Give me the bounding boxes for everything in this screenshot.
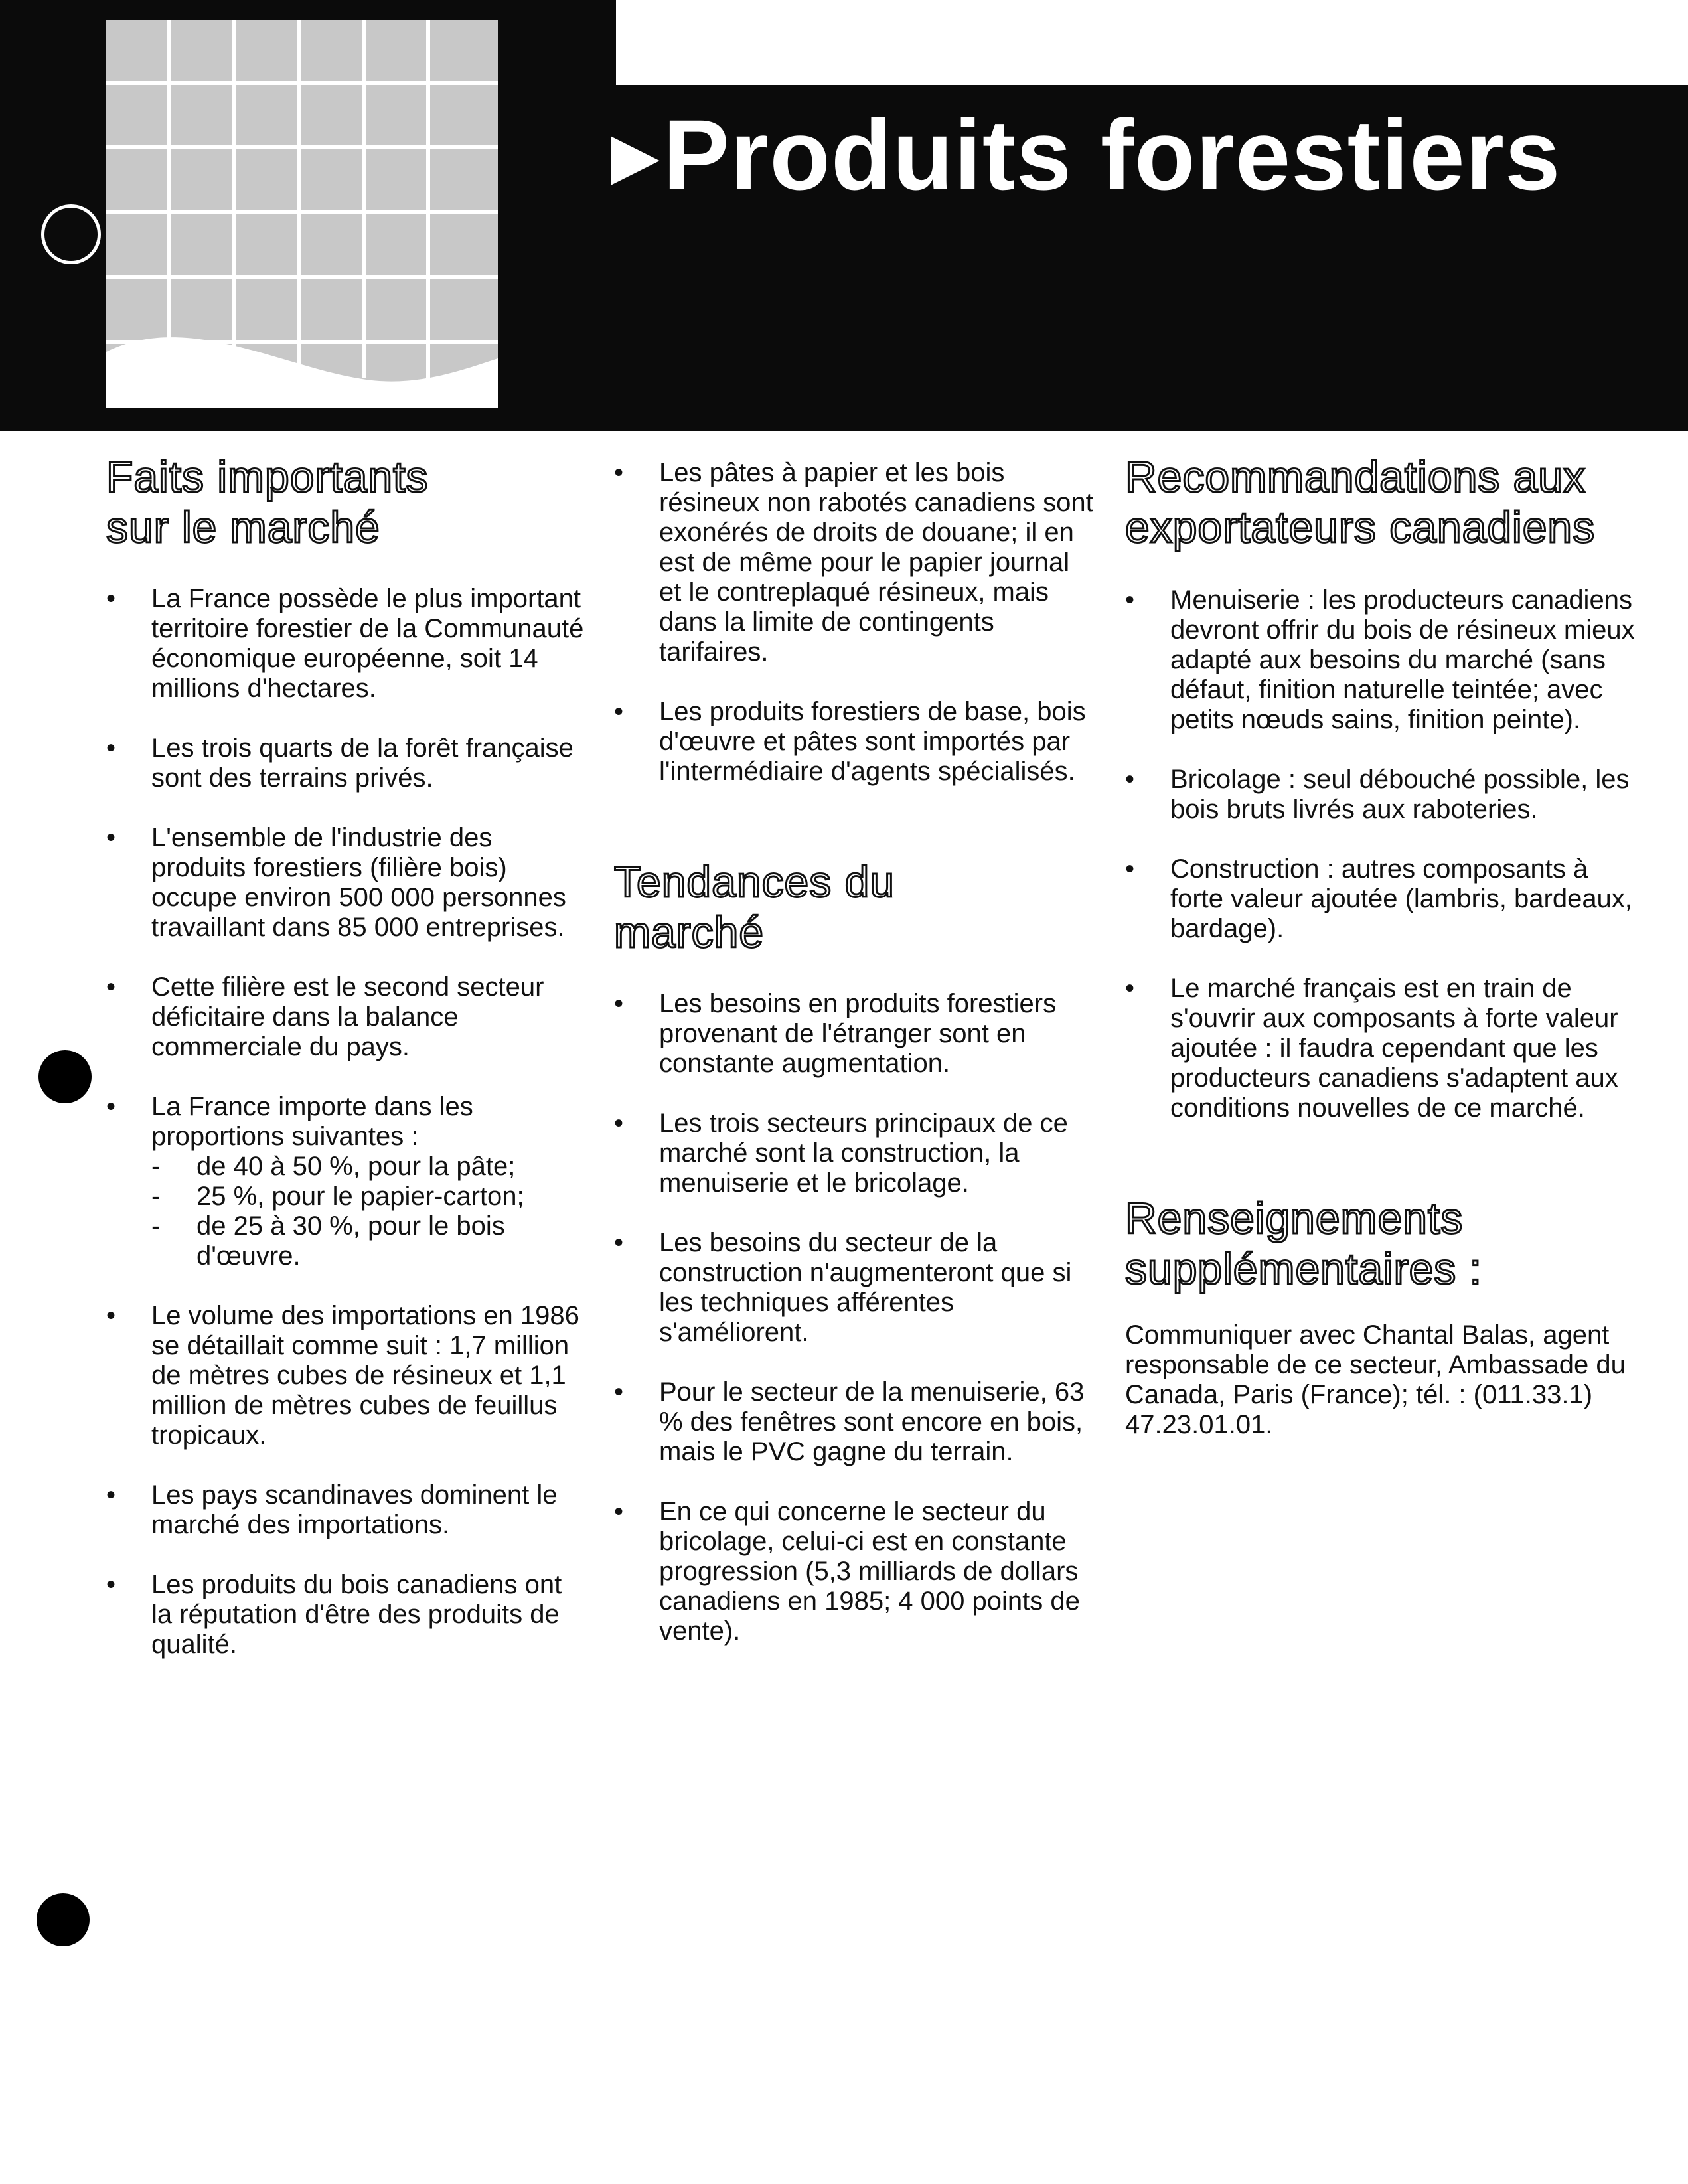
list-item: • Cette filière est le second secteur déficitaire dans la balance commerciale du pays. [106,973,584,1062]
section-heading-trends: Tendances du marché [614,857,895,957]
list-item: • Les produits du bois canadiens ont la réputation d'être des produits de qualité. [106,1570,584,1660]
market-facts-list [106,584,584,1660]
triangle-arrow-icon: ▶ [611,120,660,191]
column-recommendations [1125,451,1636,1440]
sub-list-item: - de 40 à 50 %, pour la pâte; [151,1152,584,1182]
punch-hole-icon [41,204,101,264]
list-item: • Le volume des importations en 1986 se détaillait comme suit : 1,7 million de mètres cubes de résineux et 1,1 million de mètres cubes de feuillus tropicaux. [106,1301,584,1450]
section-heading-recommendations: Recommandations aux exportateurs canadiens [1125,452,1596,552]
sub-list-item: - 25 %, pour le papier-carton; [151,1182,584,1211]
list-item: • Les besoins du secteur de la construction n'augmenteront que si les techniques afférentes s'améliorent. [614,1228,1099,1348]
punch-hole-icon [37,1893,90,1946]
list-item: • Bricolage : seul débouché possible, les bois bruts livrés aux raboteries. [1125,765,1636,824]
contact-info: Communiquer avec Chantal Balas, agent responsable de ce secteur, Ambassade du Canada, Paris (France); tél. : (011.33.1) 47.23.01.01. [1125,1320,1626,1439]
list-item: • Les pâtes à papier et les bois résineux non rabotés canadiens sont exonérés de droits de douane; il en est de même pour le papier journal et le contreplaqué résineux, mais dans la limite de contingents tarifaires. [614,458,1099,667]
list-item: • En ce qui concerne le secteur du bricolage, celui-ci est en constante progression (5,3 milliards de dollars canadiens en 1985; 4 000 points de vente). [614,1497,1099,1646]
list-item: • La France importe dans les proportions suivantes : - de 40 à 50 %, pour la pâte; - 25 %, pour le papier-carton; - de 25 à 30 %, pour le bois d'œuvre. [106,1092,584,1271]
customs-list [614,458,1099,787]
import-proportions-list [151,1152,584,1271]
header-white-corner [616,0,1688,85]
column-market-facts [106,451,584,1689]
page-title: ▶Produits forestiers [611,99,1561,210]
trends-list [614,989,1099,1646]
section-heading-market-facts: Faits importants sur le marché [106,452,429,552]
list-item: • Le marché français est en train de s'ouvrir aux composants à forte valeur ajoutée : il faudra cependant que les producteurs canadiens s'adaptent aux conditions nouvelles de ce marché. [1125,974,1636,1123]
list-item: • Menuiserie : les producteurs canadiens devront offrir du bois de résineux mieux adapté aux besoins du marché (sans défaut, finition naturelle teintée; avec petits nœuds sains, finition peinte). [1125,585,1636,735]
list-item: • Les produits forestiers de base, bois d'œuvre et pâtes sont importés par l'intermédiaire d'agents spécialisés. [614,697,1099,787]
list-item: • Les besoins en produits forestiers provenant de l'étranger sont en constante augmentation. [614,989,1099,1079]
list-item: • La France possède le plus important territoire forestier de la Communauté économique européenne, soit 14 millions d'hectares. [106,584,584,704]
list-item: • L'ensemble de l'industrie des produits forestiers (filière bois) occupe environ 500 000 personnes travaillant dans 85 000 entreprises. [106,823,584,943]
list-item: • Les trois secteurs principaux de ce marché sont la construction, la menuiserie et le bricolage. [614,1109,1099,1198]
column-trends [614,458,1099,1676]
grid-logo-image [106,20,498,408]
section-heading-more-info: Renseignements supplémentaires : [1125,1194,1482,1293]
recommendations-list [1125,585,1636,1123]
list-item: • Construction : autres composants à forte valeur ajoutée (lambris, bardeaux, bardage). [1125,854,1636,944]
list-item: • Les pays scandinaves dominent le marché des importations. [106,1480,584,1540]
punch-hole-icon [38,1050,92,1103]
sub-list-item: - de 25 à 30 %, pour le bois d'œuvre. [151,1211,584,1271]
list-item: • Les trois quarts de la forêt française sont des terrains privés. [106,734,584,793]
list-item: • Pour le secteur de la menuiserie, 63 % des fenêtres sont encore en bois, mais le PVC gagne du terrain. [614,1377,1099,1467]
